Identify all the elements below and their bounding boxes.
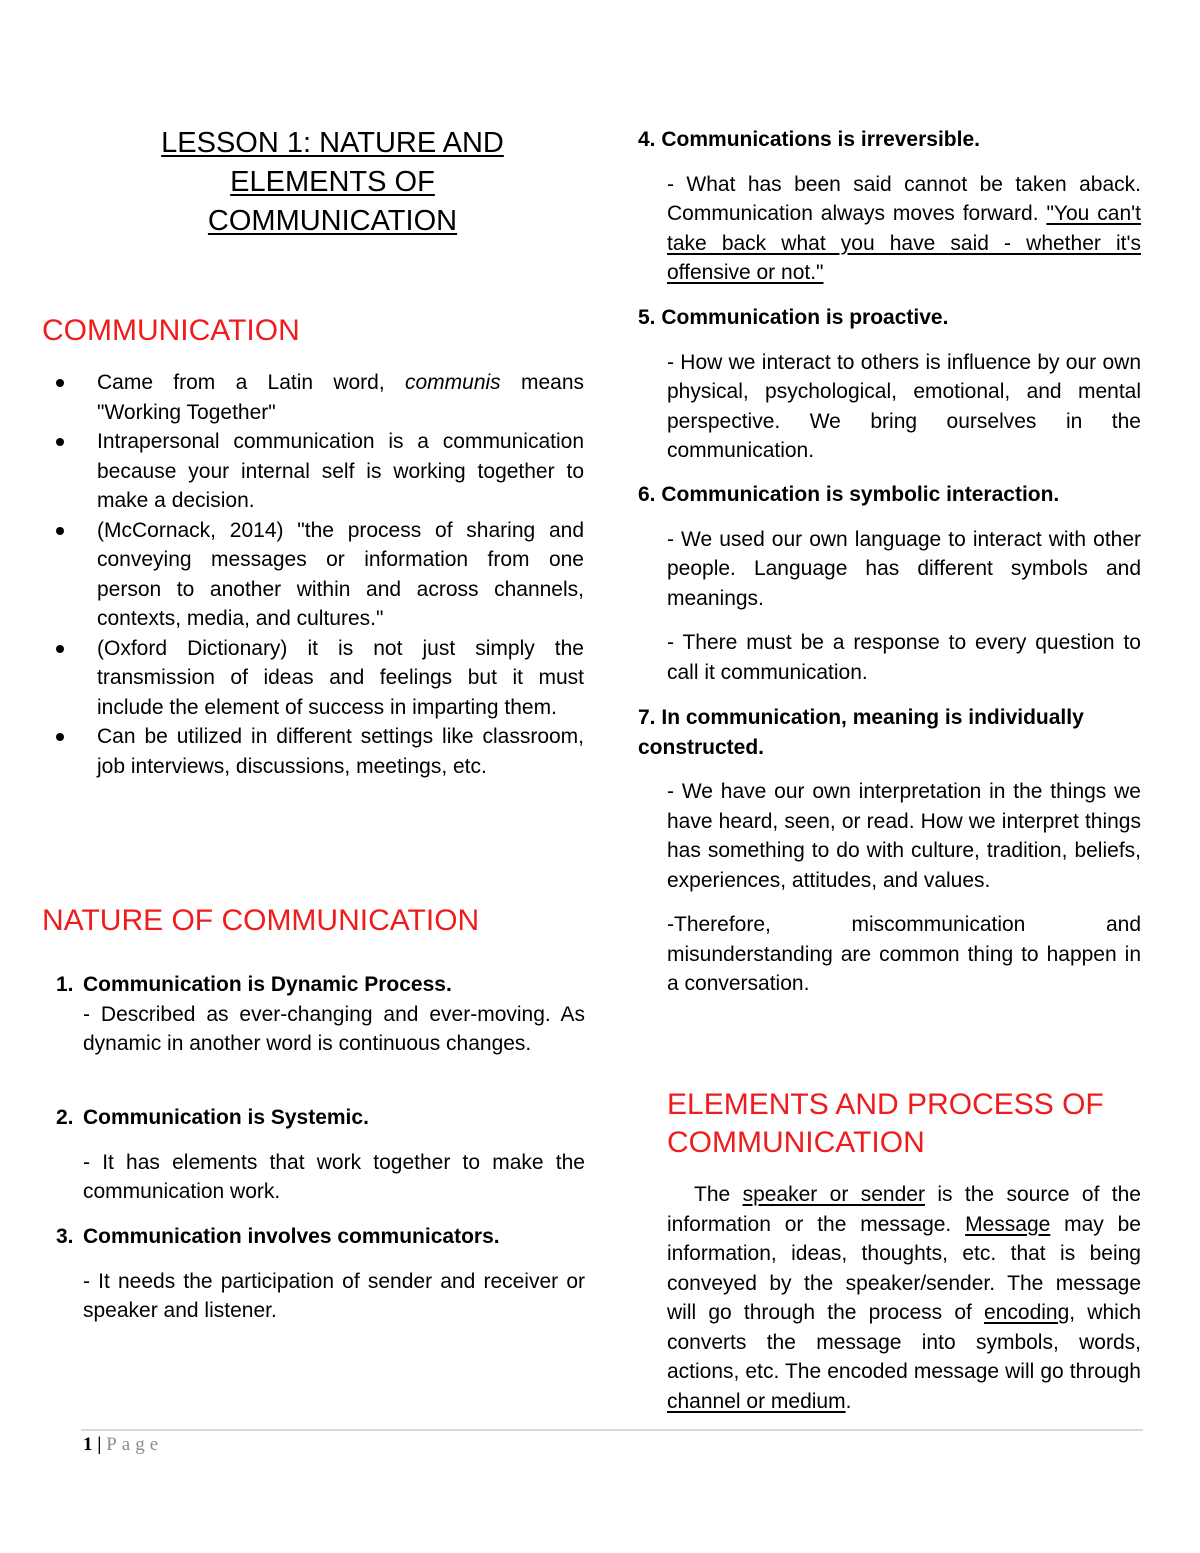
- nature-heading: NATURE OF COMMUNICATION: [42, 904, 480, 937]
- elements-heading-line: ELEMENTS AND PROCESS OF: [667, 1088, 1104, 1121]
- page-footer: [83, 1432, 163, 1458]
- item-description: [638, 170, 1141, 288]
- paragraph-text: , which converts the message into symbols, words, actions, etc. The encoded message will go through: [667, 1301, 1141, 1383]
- list-item: [56, 516, 584, 634]
- nature-item-6: [638, 480, 1141, 687]
- list-item: [56, 634, 584, 723]
- elements-heading-line: COMMUNICATION: [667, 1126, 925, 1159]
- footer-divider: [81, 1429, 1143, 1431]
- term-channel: channel or medium: [667, 1389, 846, 1413]
- item-description: - We have our own interpretation in the things we have heard, seen, or read. How we interpret things has something to do with culture, tradition, beliefs, experiences, attitudes, and values.: [667, 780, 1141, 892]
- elements-paragraph: [667, 1180, 1141, 1416]
- item-number: 4.: [638, 128, 656, 151]
- item-title: Communications is irreversible.: [661, 128, 980, 151]
- page-number: 1: [83, 1434, 93, 1455]
- item-number: 1.: [56, 973, 74, 996]
- nature-item-1: [56, 970, 585, 1059]
- bullet-text: Came from a Latin word,: [97, 371, 405, 394]
- item-number: 5.: [638, 306, 656, 329]
- bullet-text: Can be utilized in different settings like classroom, job interviews, discussions, meetings, etc.: [97, 725, 584, 778]
- elements-heading: [667, 1086, 1141, 1162]
- lesson-title: [40, 124, 625, 241]
- item-number: 6.: [638, 483, 656, 506]
- item-description-text: - What has been said cannot be taken aback. Communication always moves forward.: [667, 172, 1141, 225]
- list-item: [56, 368, 584, 427]
- item-description: - It needs the participation of sender and receiver or speaker and listener.: [83, 1269, 585, 1322]
- term-encoding: encoding: [984, 1301, 1070, 1324]
- bullet-icon: [56, 733, 64, 741]
- item-title: Communication involves communicators.: [83, 1225, 500, 1248]
- nature-item-2: [56, 1103, 585, 1207]
- item-number: 3.: [56, 1225, 74, 1248]
- item-quote: "You can't take back what you have said - whether it's offensive or not.": [667, 202, 1141, 284]
- nature-item-7: [638, 703, 1141, 999]
- term-message: Message: [965, 1212, 1051, 1236]
- item-description: - Described as ever-changing and ever-moving. As dynamic in another word is continuous changes.: [83, 1002, 585, 1055]
- item-description: - There must be a response to every question to call it communication.: [667, 631, 1141, 684]
- item-number: 2.: [56, 1106, 74, 1129]
- item-title: In communication, meaning is individually constructed.: [638, 706, 1084, 759]
- communication-heading: COMMUNICATION: [42, 314, 300, 347]
- item-description: - How we interact to others is influence by our own physical, psychological, emotional, and mental perspective. We bring ourselves in the communication.: [667, 350, 1141, 462]
- item-description: - We used our own language to interact with other people. Language has different symbols and meanings.: [667, 527, 1141, 610]
- bullet-text: means "Working Together": [97, 371, 584, 424]
- bullet-text: Intrapersonal communication is a communication because your internal self is working together to make a decision.: [97, 430, 584, 512]
- lesson-title-line: COMMUNICATION: [207, 205, 458, 237]
- item-description: - It has elements that work together to make the communication work.: [83, 1150, 585, 1203]
- bullet-icon: [56, 527, 64, 535]
- bullet-icon: [56, 438, 64, 446]
- paragraph-text: may be information, ideas, thoughts, etc. that is being conveyed by the speaker/sender. The message will go through the process of: [667, 1212, 1141, 1324]
- paragraph-text: .: [845, 1389, 852, 1413]
- paragraph-text: is the source of the information or the message.: [667, 1183, 1141, 1236]
- item-number: 7.: [638, 706, 656, 729]
- bullet-icon: [56, 379, 64, 387]
- paragraph-text: The: [694, 1183, 743, 1206]
- lesson-title-line: ELEMENTS OF: [230, 166, 435, 198]
- bullet-text: (Oxford Dictionary) it is not just simply the transmission of ideas and feelings but it must include the element of success in imparting them.: [97, 636, 584, 719]
- bullet-icon: [56, 645, 64, 653]
- communication-bullet-list: [56, 368, 584, 781]
- item-title: Communication is proactive.: [661, 306, 949, 329]
- list-item: [56, 722, 584, 781]
- item-title: Communication is Systemic.: [83, 1106, 369, 1129]
- term-speaker: speaker or sender: [742, 1183, 925, 1206]
- footer-separator: |: [97, 1434, 102, 1455]
- lesson-title-line: LESSON 1: NATURE AND: [161, 127, 504, 159]
- item-title: Communication is Dynamic Process.: [83, 973, 452, 996]
- nature-item-4: [638, 125, 1141, 288]
- nature-item-3: [56, 1222, 585, 1326]
- item-description: -Therefore, miscommunication and misunderstanding are common thing to happen in a conversation.: [667, 913, 1141, 995]
- item-title: Communication is symbolic interaction.: [661, 483, 1060, 506]
- page-label: Page: [106, 1434, 164, 1455]
- list-item: [56, 427, 584, 516]
- nature-item-5: [638, 303, 1141, 466]
- latin-word: communis: [404, 371, 501, 394]
- bullet-text: (McCornack, 2014) "the process of sharing and conveying messages or information from one person to another within and across channels, contexts, media, and cultures.": [97, 518, 584, 630]
